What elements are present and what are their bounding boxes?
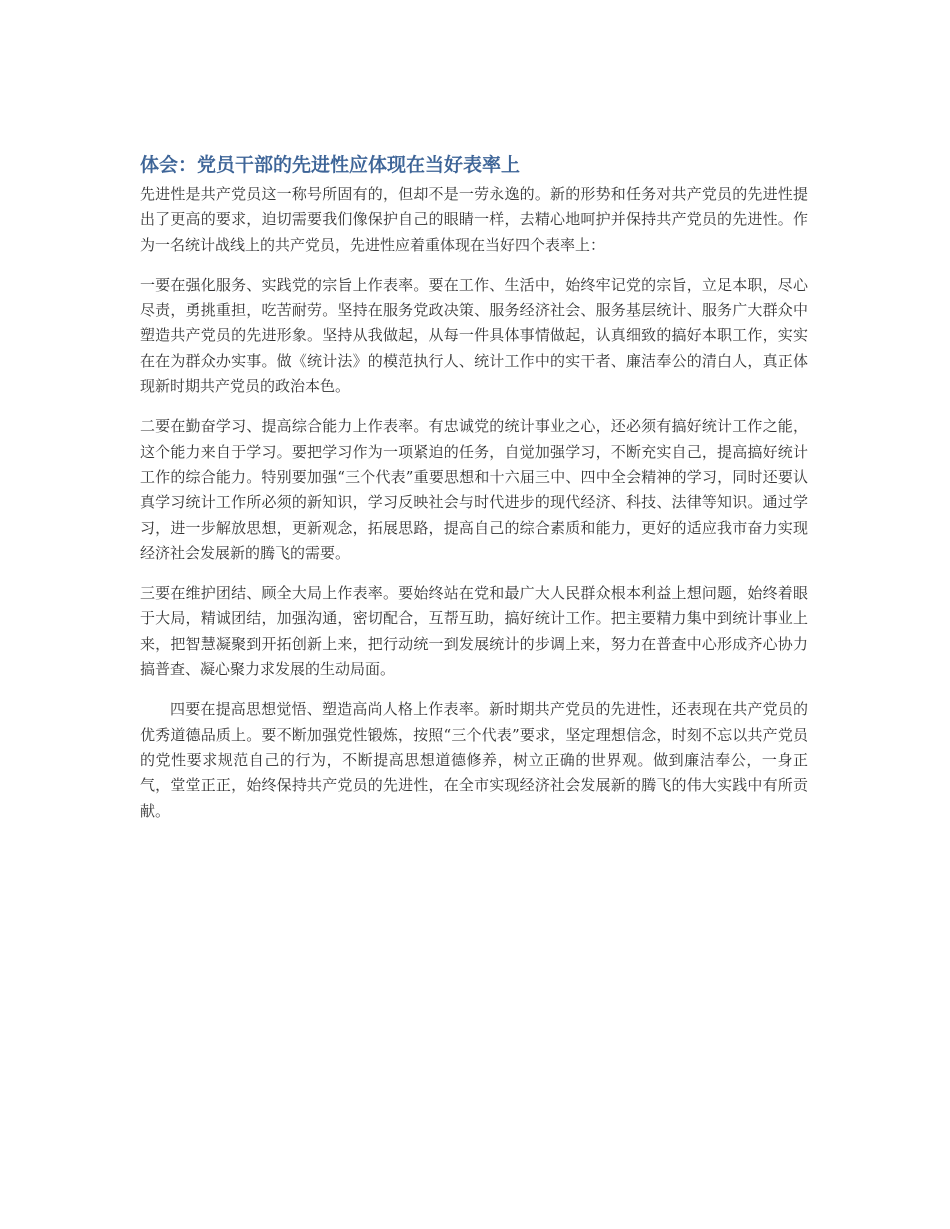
document-page bbox=[140, 150, 808, 839]
document-title: 体会：党员干部的先进性应体现在当好表率上 bbox=[140, 154, 521, 176]
paragraph-fourth-model: 四要在提高思想觉悟、塑造高尚人格上作表率。新时期共产党员的先进性，还表现在共产党员的优秀道德品质上。要不断加强党性锻炼，按照“三个代表”要求，坚定理想信念，时刻不忘以共产党员的党性要求规范自己的行为，不断提高思想道德修养，树立正确的世界观。做到廉洁奉公，一身正气，堂堂正正，始终保持共产党员的先进性，在全市实现经济社会发展新的腾飞的伟大实践中有所贡献。 bbox=[140, 700, 808, 820]
paragraph-first-model: 一要在强化服务、实践党的宗旨上作表率。要在工作、生活中，始终牢记党的宗旨，立足本职，尽心尽责，勇挑重担，吃苦耐劳。坚持在服务党政决策、服务经济社会、服务基层统计、服务广大群众中塑造共产党员的先进形象。坚持从我做起，从每一件具体事情做起，认真细致的搞好本职工作，实实在在为群众办实事。做《统计法》的模范执行人、统计工作中的实干者、廉洁奉公的清白人，真正体现新时期共产党员的政治本色。 bbox=[140, 275, 808, 396]
paragraph-intro: 先进性是共产党员这一称号所固有的，但却不是一劳永逸的。新的形势和任务对共产党员的先进性提出了更高的要求，迫切需要我们像保护自己的眼睛一样，去精心地呵护并保持共产党员的先进性。作为一名统计战线上的共产党员，先进性应着重体现在当好四个表率上： bbox=[140, 185, 808, 254]
paragraph-third-model: 三要在维护团结、顾全大局上作表率。要始终站在党和最广大人民群众根本利益上想问题，始终着眼于大局，精诚团结，加强沟通，密切配合，互帮互助，搞好统计工作。把主要精力集中到统计事业上来，把智慧凝聚到开拓创新上来，把行动统一到发展统计的步调上来，努力在普查中心形成齐心协力搞普查、凝心聚力求发展的生动局面。 bbox=[140, 584, 808, 679]
paragraph-second-model: 二要在勤奋学习、提高综合能力上作表率。有忠诚党的统计事业之心，还必须有搞好统计工作之能，这个能力来自于学习。要把学习作为一项紧迫的任务，自觉加强学习，不断充实自己，提高搞好统计工作的综合能力。特别要加强“三个代表”重要思想和十六届三中、四中全会精神的学习，同时还要认真学习统计工作所必须的新知识，学习反映社会与时代进步的现代经济、科技、法律等知识。通过学习，进一步解放思想，更新观念，拓展思路，提高自己的综合素质和能力，更好的适应我市奋力实现经济社会发展新的腾飞的需要。 bbox=[140, 417, 808, 562]
